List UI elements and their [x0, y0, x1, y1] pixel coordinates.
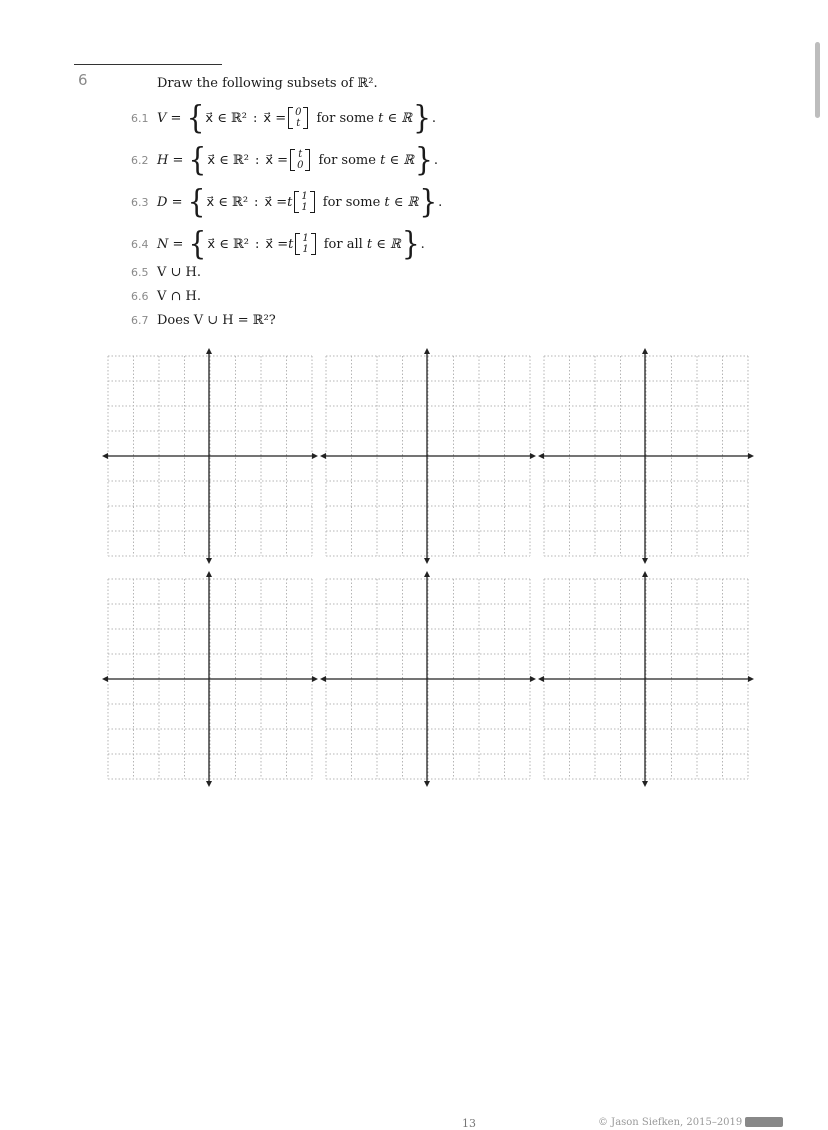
- set-name: N: [157, 236, 169, 252]
- domain: t ∈ ℝ: [380, 152, 415, 168]
- cc-license-badge: [745, 1117, 783, 1127]
- arrow-down-icon: [642, 781, 648, 787]
- arrow-down-icon: [424, 781, 430, 787]
- set-member: x⃗ ∈ ℝ²: [205, 110, 247, 126]
- colon: :: [254, 236, 260, 252]
- set-member: x⃗ ∈ ℝ²: [207, 152, 249, 168]
- scalar: t: [287, 194, 293, 210]
- coordinate-grid: [538, 571, 754, 787]
- vector-component: t: [296, 118, 301, 129]
- subpart-number: 6.4: [131, 237, 149, 251]
- problem-intro: Draw the following subsets of ℝ².: [157, 76, 378, 91]
- subpart-number: 6.7: [131, 314, 149, 327]
- coordinate-grid: [320, 348, 536, 564]
- vector-component: t: [298, 149, 303, 160]
- subpart-number: 6.2: [131, 153, 149, 167]
- vec-eq: x⃗ =: [265, 152, 289, 168]
- coordinate-grid: [538, 348, 754, 564]
- subpart-number: 6.5: [131, 266, 149, 279]
- colon: :: [253, 110, 258, 126]
- subpart-6-2: 6.2 H = { x⃗ ∈ ℝ² : x⃗ = t 0 for some t ∈ ℝ } .: [131, 140, 438, 179]
- page-number: 13: [462, 1117, 476, 1130]
- arrow-left-icon: [320, 453, 326, 459]
- arrow-left-icon: [320, 676, 326, 682]
- subpart-number: 6.1: [131, 111, 149, 125]
- arrow-up-icon: [206, 571, 212, 577]
- problem-number: 6: [78, 71, 88, 89]
- subpart-text: Does V ∪ H = ℝ²?: [157, 313, 276, 328]
- vector-component: 0: [297, 160, 304, 171]
- subpart-number: 6.6: [131, 290, 149, 303]
- arrow-right-icon: [312, 676, 318, 682]
- subpart-6-4: 6.4 N = { x⃗ ∈ ℝ² : x⃗ = t 1 1 for all t ∈ ℝ } .: [131, 224, 425, 263]
- coordinate-grid: [102, 571, 318, 787]
- arrow-down-icon: [424, 558, 430, 564]
- domain: t ∈ ℝ: [366, 236, 401, 252]
- arrow-down-icon: [642, 558, 648, 564]
- colon: :: [254, 152, 260, 168]
- arrow-right-icon: [748, 453, 754, 459]
- arrow-right-icon: [748, 676, 754, 682]
- quantifier: for some: [322, 194, 381, 210]
- set-name: H: [157, 152, 169, 168]
- coordinate-grid: [320, 571, 536, 787]
- vector-component: 1: [302, 233, 309, 244]
- quantifier: for all: [323, 236, 363, 252]
- arrow-down-icon: [206, 781, 212, 787]
- set-member: x⃗ ∈ ℝ²: [206, 194, 249, 210]
- set-name: D: [157, 194, 168, 210]
- vector-component: 1: [301, 202, 308, 213]
- vector-component: 1: [302, 244, 309, 255]
- arrow-down-icon: [206, 558, 212, 564]
- scalar: t: [288, 236, 294, 252]
- set-name: V: [157, 110, 167, 126]
- quantifier: for some: [316, 110, 374, 126]
- arrow-left-icon: [102, 676, 108, 682]
- coordinate-grid: [102, 348, 318, 564]
- vec-eq: x⃗ =: [263, 110, 287, 126]
- arrow-up-icon: [424, 348, 430, 354]
- arrow-up-icon: [642, 348, 648, 354]
- arrow-up-icon: [206, 348, 212, 354]
- arrow-up-icon: [642, 571, 648, 577]
- arrow-left-icon: [538, 676, 544, 682]
- subpart-6-3: 6.3 D = { x⃗ ∈ ℝ² : x⃗ = t 1 1 for some t ∈ ℝ } .: [131, 182, 443, 221]
- arrow-left-icon: [102, 453, 108, 459]
- domain: t ∈ ℝ: [378, 110, 413, 126]
- arrow-right-icon: [530, 453, 536, 459]
- arrow-right-icon: [312, 453, 318, 459]
- arrow-up-icon: [424, 571, 430, 577]
- vec-eq: x⃗ =: [264, 194, 288, 210]
- arrow-left-icon: [538, 453, 544, 459]
- subpart-number: 6.3: [131, 195, 149, 209]
- arrow-right-icon: [530, 676, 536, 682]
- vector-component: 1: [301, 191, 308, 202]
- subpart-text: V ∪ H.: [157, 265, 202, 280]
- quantifier: for some: [318, 152, 376, 168]
- domain: t ∈ ℝ: [384, 194, 419, 210]
- vector-component: 0: [295, 107, 302, 118]
- set-member: x⃗ ∈ ℝ²: [207, 236, 249, 252]
- copyright: © Jason Siefken, 2015–2019: [598, 1117, 743, 1128]
- subpart-text: V ∩ H.: [157, 289, 202, 304]
- colon: :: [254, 194, 259, 210]
- subpart-6-1: 6.1 V = { x⃗ ∈ ℝ² : x⃗ = 0 t for some t ∈ ℝ } .: [131, 98, 437, 137]
- vec-eq: x⃗ =: [265, 236, 289, 252]
